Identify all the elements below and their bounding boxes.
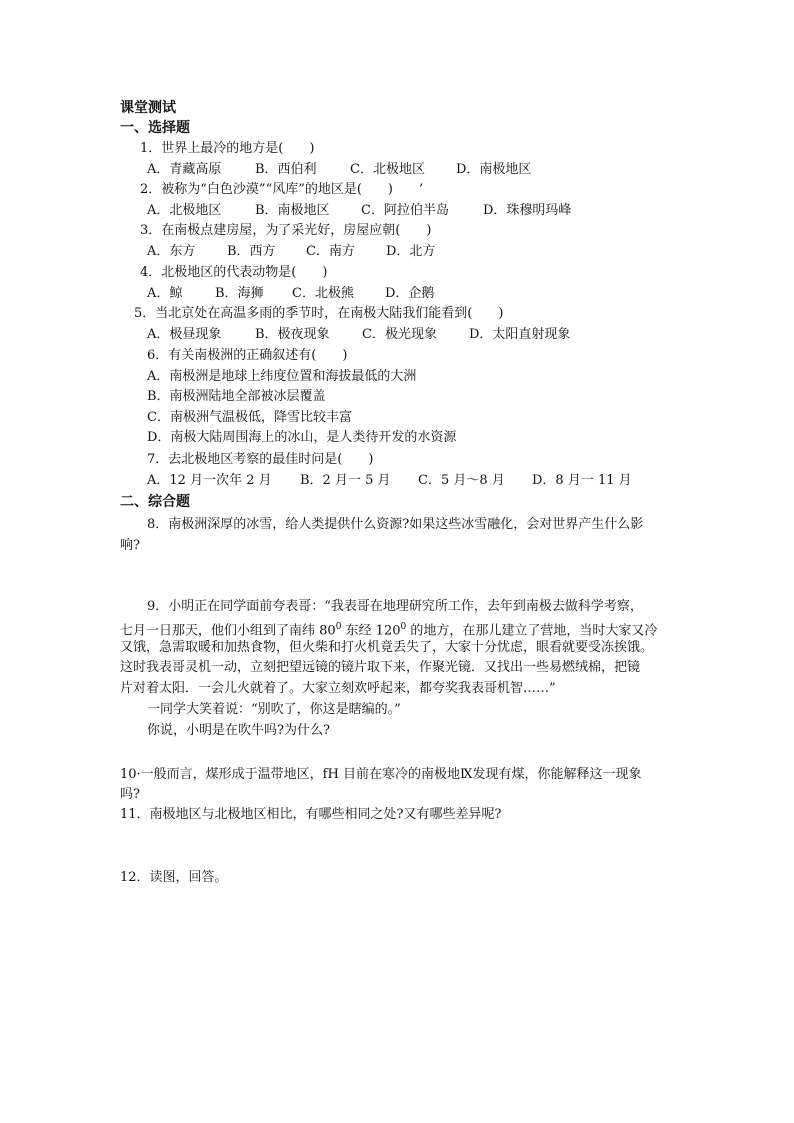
question-9-line-7: 你说，小明是在吹牛吗?为什么? bbox=[147, 723, 330, 738]
option-d: D．南极地区 bbox=[456, 162, 532, 177]
question-9-line-2-part-b: 东经 120 bbox=[341, 623, 401, 639]
question-11: 11．南极地区与北极地区相比，有哪些相同之处?又有哪些差异呢? bbox=[120, 807, 502, 822]
option-b: B．西方 bbox=[227, 244, 276, 259]
option-a: A．12 月一次年 2 月 bbox=[147, 473, 272, 488]
question-6-option-b: B．南极洲陆地全部被冰层覆盖 bbox=[147, 389, 326, 404]
option-c: C．极光现象 bbox=[362, 327, 437, 342]
option-a: A．青藏高原 bbox=[147, 162, 222, 177]
option-b: B．海狮 bbox=[215, 286, 264, 301]
option-d: D．珠穆明玛峰 bbox=[483, 203, 572, 218]
degree-superscript: 0 bbox=[335, 622, 342, 632]
question-9-line-4: 这时我表哥灵机一动，立刻把望远镜的镜片取下来，作聚光镜．又找出一些易燃绒棉，把镜 bbox=[120, 660, 641, 675]
option-b: B．南极地区 bbox=[255, 203, 330, 218]
option-b: B．西伯利 bbox=[255, 162, 317, 177]
question-3-options bbox=[147, 242, 435, 262]
option-c: C．北极熊 bbox=[292, 286, 354, 301]
question-10-line-2: 吗? bbox=[120, 787, 140, 802]
question-6-option-c: C．南极洲气温极低，降雪比较丰富 bbox=[147, 410, 352, 425]
option-a: A．东方 bbox=[147, 244, 196, 259]
page-title: 课堂测试 bbox=[120, 100, 176, 116]
question-2-options bbox=[147, 201, 571, 221]
question-2-stem: 2．被称为“白色沙漠”“风库”的地区是( ) ’ bbox=[140, 182, 424, 197]
question-3-stem: 3．在南极点建房屋，为了采光好，房屋应朝( ) bbox=[140, 223, 432, 238]
section-heading-comprehensive: 二、综合题 bbox=[120, 494, 190, 510]
question-9-line-1: 9．小明正在同学面前夸表哥：“我表哥在地理研究所工作，去年到南极去做科学考察， bbox=[147, 599, 643, 614]
question-5-stem: 5．当北京处在高温多雨的季节时，在南极大陆我们能看到( ) bbox=[134, 306, 504, 321]
question-8-line-2: 响? bbox=[120, 538, 140, 553]
question-12: 12．读图，回答。 bbox=[120, 870, 228, 885]
question-9-line-2-part-a: 七月一日那天，他们小组到了南纬 80 bbox=[120, 623, 336, 639]
question-4-stem: 4．北极地区的代表动物是( ) bbox=[140, 265, 328, 280]
section-heading-choice: 一、选择题 bbox=[120, 120, 190, 136]
question-8-line-1: 8．南极洲深厚的冰雪，给人类提供什么资源?如果这些冰雪融化，会对世界产生什么影 bbox=[147, 517, 644, 532]
option-d: D．8 月一 11 月 bbox=[532, 473, 632, 488]
option-d: D．企鹅 bbox=[385, 286, 435, 301]
question-9-line-6: 一同学大笑着说：“别吹了，你这是瞎编的。” bbox=[147, 702, 401, 717]
option-c: C．5 月～8 月 bbox=[418, 473, 505, 488]
option-d: D．北方 bbox=[386, 244, 436, 259]
option-a: A．北极地区 bbox=[147, 203, 222, 218]
question-7-options bbox=[147, 471, 632, 491]
question-1-stem: 1．世界上最冷的地方是( ) bbox=[140, 141, 315, 156]
degree-superscript: 0 bbox=[400, 622, 407, 632]
question-7-stem: 7．去北极地区考察的最佳时问是( ) bbox=[147, 452, 374, 467]
question-1-options bbox=[147, 160, 531, 180]
question-6-option-a: A．南极洲是地球上纬度位置和海拔最低的大洲 bbox=[147, 369, 417, 384]
question-6-stem: 6．有关南极洲的正确叙述有( ) bbox=[147, 348, 348, 363]
question-9-line-5: 片对着太阳．一会儿火就着了。大家立刻欢呼起来，都夸奖我表哥机智……” bbox=[120, 681, 556, 696]
question-9-line-3: 又饿，急需取暖和加热食物，但火柴和打火机竟丢失了，大家十分忧虑，眼看就要受冻挨饿。 bbox=[120, 640, 654, 655]
option-b: B．2 月一 5 月 bbox=[300, 473, 391, 488]
option-d: D．太阳直射现象 bbox=[469, 327, 571, 342]
question-10-line-1: 10·一般而言，煤形成于温带地区，fH 目前在寒冷的南极地Ⅸ发现有煤，你能解释这一现象 bbox=[120, 767, 642, 782]
question-5-options bbox=[147, 325, 570, 345]
option-a: A．极昼现象 bbox=[147, 327, 222, 342]
question-9-line-2-part-c: 的地方，在那儿建立了营地，当时大家又冷 bbox=[406, 623, 658, 639]
question-4-options bbox=[147, 284, 434, 304]
option-c: C．北极地区 bbox=[350, 162, 425, 177]
option-a: A．鲸 bbox=[147, 286, 183, 301]
question-6-option-d: D．南极大陆周围海上的冰山，是人类待开发的水资源 bbox=[147, 430, 457, 445]
option-c: C．南方 bbox=[306, 244, 355, 259]
option-b: B．极夜现象 bbox=[255, 327, 330, 342]
option-c: C．阿拉伯半岛 bbox=[361, 203, 449, 218]
